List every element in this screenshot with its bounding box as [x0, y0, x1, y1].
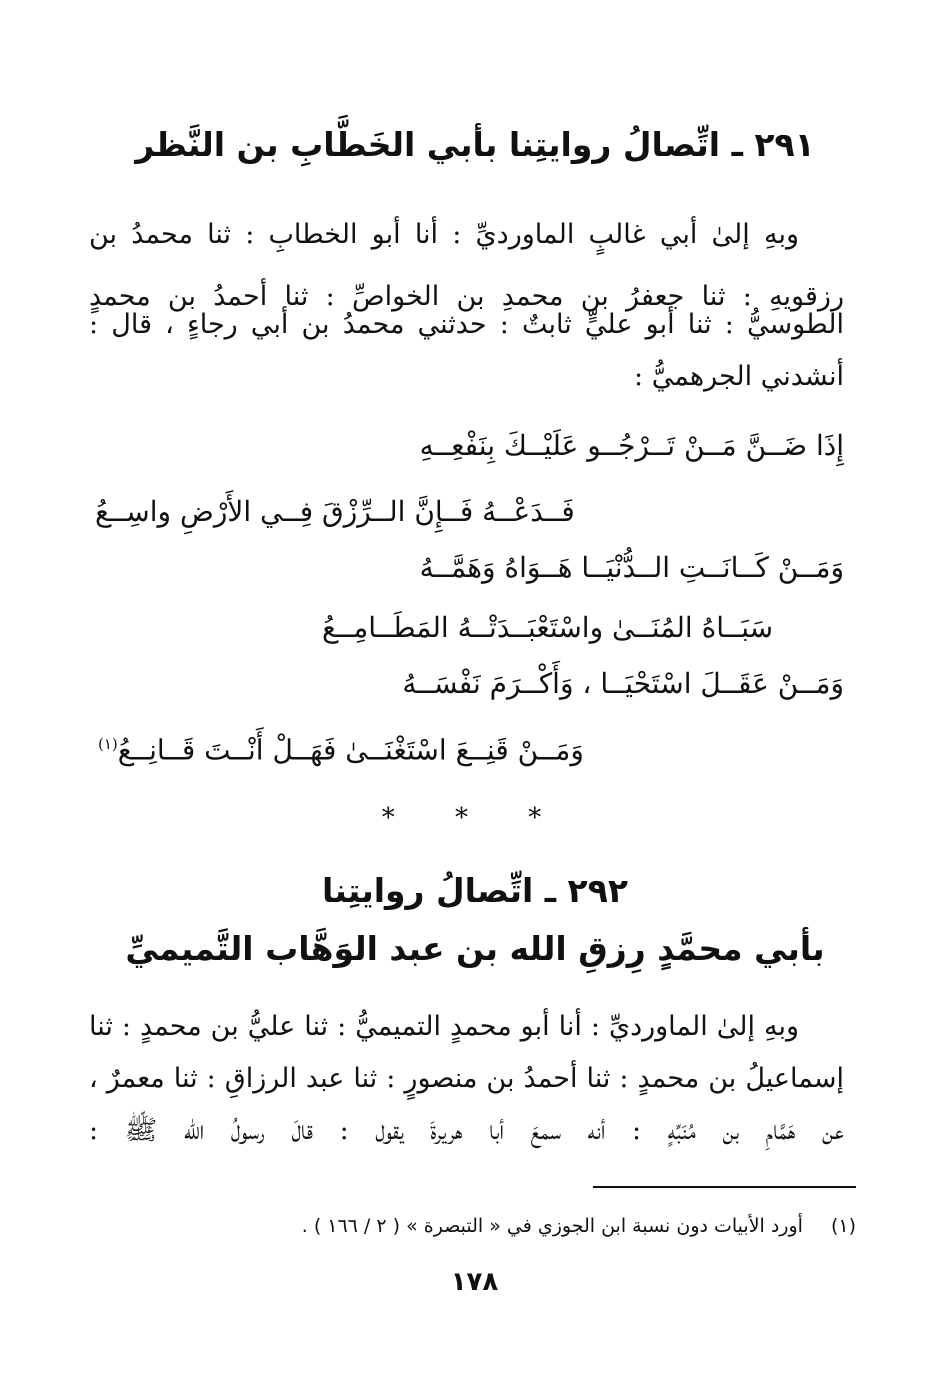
section-292-heading-line-1: ٢٩٢ ـ اتِّصالُ روايتِنا	[322, 871, 628, 910]
verse-3-first-hemistich: وَمَــنْ عَقَــلَ اسْتَحْيَــا ، وَأَكْــرَمَ نَفْسَــهُ	[402, 667, 844, 700]
verse-3-second-hemistich	[98, 716, 584, 778]
section-292-heading-line-2: بأبي محمَّدٍ رِزقِ الله بن عبد الوَهَّاب التَّميميِّ	[125, 929, 825, 968]
verse-1-first-hemistich: إِذَا ضَــنَّ مَــنْ تَــرْجُــو عَلَيْــكَ بِنَفْعِــهِ	[419, 429, 844, 462]
section-291-heading: ٢٩١ ـ اتِّصالُ روايتِنا بأبي الخَطَّابِ بن النَّظر	[135, 125, 815, 164]
section-292-prose-line-1: وبهِ إلىٰ الماورديِّ : أنا أبو محمدٍ التميميُّ : ثنا عليُّ بن محمدٍ : ثنا	[89, 1011, 799, 1042]
verse-3-second-hemistich-text: وَمَــنْ قَنِــعَ اسْتَغْنَــىٰ فَهَــلْ أَنْــتَ قَــانِــعُ	[117, 733, 584, 767]
section-292-prose-line-3: عن هَمَّامِ بن مُنَبِّهٍ : أنه سمعَ أبا هريرةَ يقول : قالَ رسولُ الله ﷺ :	[89, 1115, 844, 1146]
footnote-reference[interactable]: (١)	[98, 735, 118, 753]
verse-2-second-hemistich: سَبَــاهُ المُنَــىٰ واسْتَعْبَــدَتْــهُ المَطَــامِــعُ	[322, 611, 774, 644]
footnote	[96, 1206, 856, 1246]
verse-1-second-hemistich: فَــدَعْــهُ فَــإِنَّ الــرِّزْقَ فِــي الأَرْضِ واسِــعُ	[95, 495, 575, 528]
section-291-prose-line-2: رزقويهِ : ثنا جعفرُ بن محمدِ بن الخواصِّ : ثنا أحمدُ بن محمدٍ	[89, 281, 844, 312]
section-292-prose-line-2: إسماعيلُ بن محمدٍ : ثنا أحمدُ بن منصورٍ : ثنا عبد الرزاقِ : ثنا معمرٌ ،	[89, 1063, 844, 1094]
section-separator: * * *	[381, 803, 568, 833]
section-291-prose-line-3: الطوسيُّ : ثنا أبو عليٍّ ثابتٌ : حدثني محمدُ بن أبي رجاءٍ ، قال :	[89, 309, 844, 340]
footnote-divider	[593, 1186, 856, 1188]
footnote-text: أورد الأبيات دون نسبة ابن الجوزي في « التبصرة » ( ٢ / ١٦٦ ) .	[301, 1215, 803, 1237]
footnote-mark: (١)	[830, 1215, 856, 1237]
section-291-prose-line-1: وبهِ إلىٰ أبي غالبٍ الماورديِّ : أنا أبو الخطابِ : ثنا محمدُ بن	[89, 219, 799, 250]
verse-2-first-hemistich: وَمَــنْ كَــانَــتِ الــدُّنْيَــا هَــوَاهُ وَهَمَّــهُ	[419, 551, 844, 584]
page-number: ١٧٨	[450, 1267, 499, 1297]
section-291-prose-line-4: أنشدني الجرهميُّ :	[634, 361, 844, 392]
